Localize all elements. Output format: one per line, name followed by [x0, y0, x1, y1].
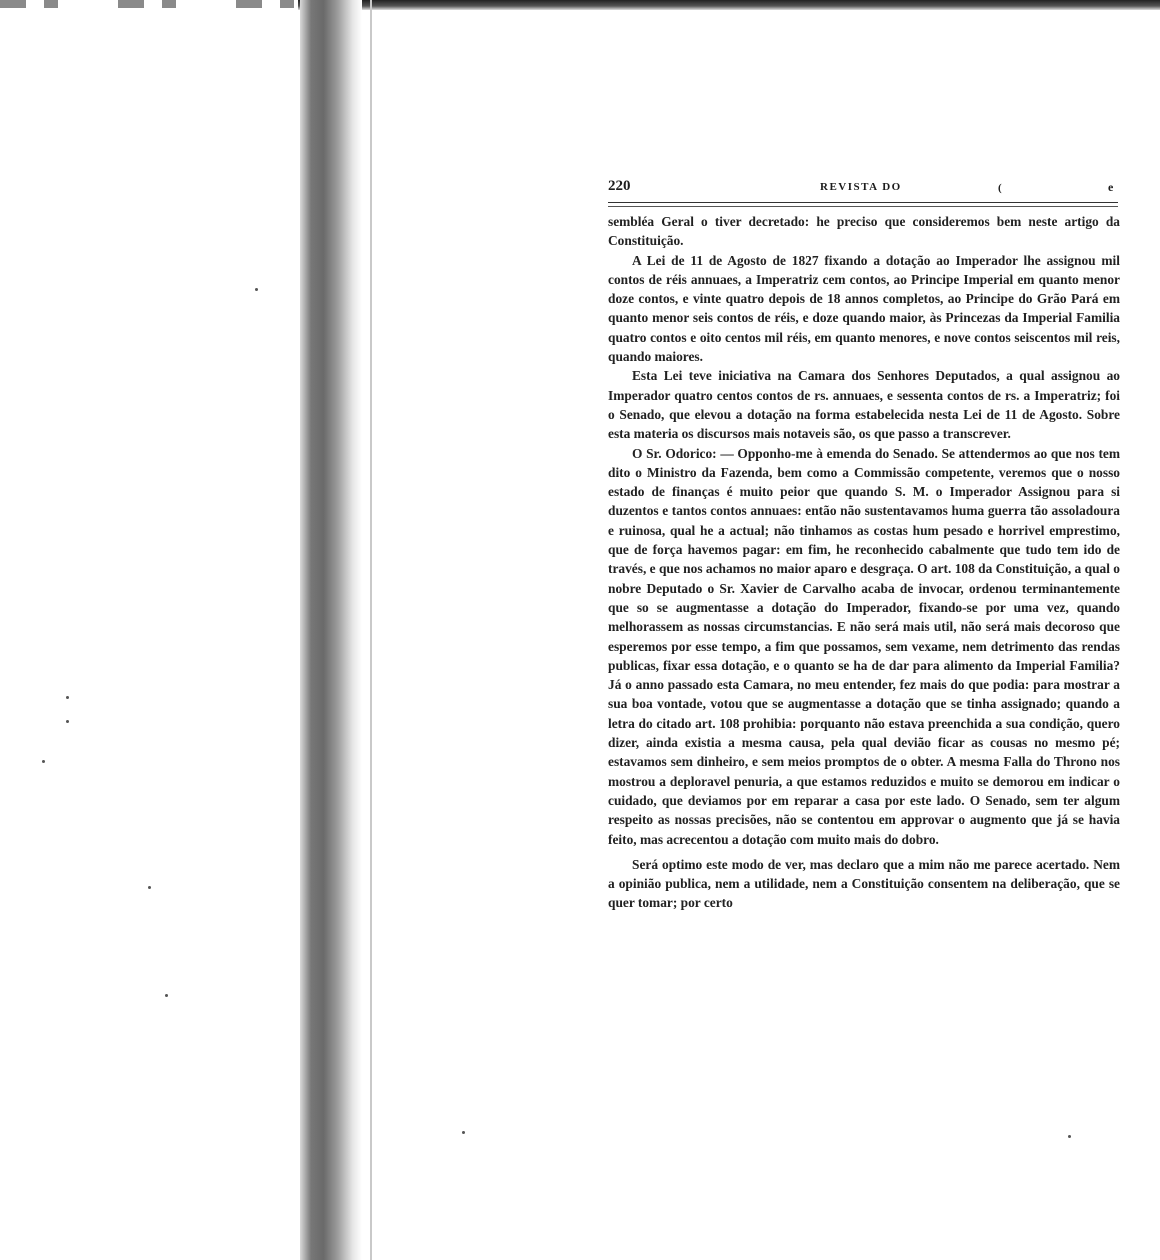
binding-gutter-shadow [300, 0, 362, 1260]
page-top-edge [298, 0, 1160, 10]
paper-speck [1068, 1135, 1071, 1138]
paper-speck [165, 994, 168, 997]
paper-speck [148, 886, 151, 889]
running-head-mark: e [1108, 180, 1114, 194]
header-rule [608, 202, 1118, 207]
body-text [608, 212, 1120, 913]
paper-speck [255, 288, 258, 291]
paper-speck [462, 1131, 465, 1134]
gutter-line [370, 0, 372, 1260]
page-number: 220 [608, 178, 631, 194]
paper-speck [42, 760, 45, 763]
paragraph: O Sr. Odorico: — Opponho-me à emenda do Senado. Se attendermos ao que nos tem dito o Ministro da Fazenda, bem como a Commissão competente, veremos que o nosso estado de finanças é muito peior que quando S. M. o Imperador Assignou para si duzentos e tantos contos annuaes: então não sustentavamos huma guerra tão assoladoura e ruinosa, qual he a actual; não tinhamos as costas hum pesado e horrivel emprestimo, que de força havemos pagar: em fim, he reconhecido cabalmente que tudo tem ido de través, e que nos achamos no maior aparo e desgraça. O art. 108 da Constituição, a qual o nobre Deputado o Sr. Xavier de Carvalho acaba de invocar, ordenou terminantemente que so se augmentasse a dotação do Imperador, fixando-se por uma vez, quando melhorassem as nossas circumstancias. E não será mais util, não será mais decoroso que esperemos por esse tempo, a fim que possamos, sem vexame, nem detrimento das rendas publicas, fixar essa dotação, e o quanto se ha de dar para alimento da Imperial Familia? Já o anno passado esta Camara, no meu entender, fez mais do que podia: para mostrar a sua boa vontade, votou que se augmentasse a dotação que se tinha assignado; quando a letra do citado art. 108 prohibia: porquanto não estava preenchida a sua condição, quero dizer, ainda existia a mesma causa, pela qual devião ficar as cousas no mesmo pé; estavamos sem dinheiro, e sem meios promptos de o obter. A mesma Falla do Throno nos mostrou a deploravel penuria, a que estamos reduzidos e muito se demorou em indicar o cuidado, que deviamos por em reparar a casa por este lado. O Senado, sem ter algum respeito as nossas precisões, não se contentou em approvar o augmento que já se havia feito, mas acrecentou a dotação com muito mais do dobro. [608, 445, 1120, 847]
paragraph: Será optimo este modo de ver, mas declaro que a mim não me parece acertado. Nem a opinião publica, nem a utilidade, nem a Constituição consentem na deliberação, que se quer tomar; por certo [608, 856, 1120, 911]
paper-speck [66, 720, 69, 723]
paragraph: A Lei de 11 de Agosto de 1827 fixando a dotação ao Imperador lhe assignou mil contos de réis annuaes, a Imperatriz cem contos, ao Principe Imperial em quanto menor doze contos, e vinte quatro depois de 18 annos completos, ao Principe do Grão Pará em quanto menor seis contos de réis, e doze quando maior, às Princezas da Imperial Familia quatro contos e oito centos mil réis, em quanto menores, e nove contos seiscentos mil reis, quando maiores. [608, 252, 1120, 365]
paragraph: sembléa Geral o tiver decretado: he preciso que consideremos bem neste artigo da Constituição. [608, 214, 1120, 249]
running-head-mark: ( [998, 182, 1002, 194]
running-head [608, 178, 1120, 200]
paragraph: Esta Lei teve iniciativa na Camara dos Senhores Deputados, a qual assignou ao Imperador quatro centos contos de rs. annuaes, e sessenta contos de rs. a Imperatriz; foi o Senado, que elevou a dotação na forma estabelecida nesta Lei de 11 de Agosto. Sobre esta materia os discursos mais notaveis são, os que passo a transcrever. [608, 368, 1120, 442]
book-page [608, 178, 1120, 913]
facing-page-margin [0, 0, 300, 1260]
running-title: REVISTA DO [820, 181, 902, 193]
paper-speck [66, 696, 69, 699]
